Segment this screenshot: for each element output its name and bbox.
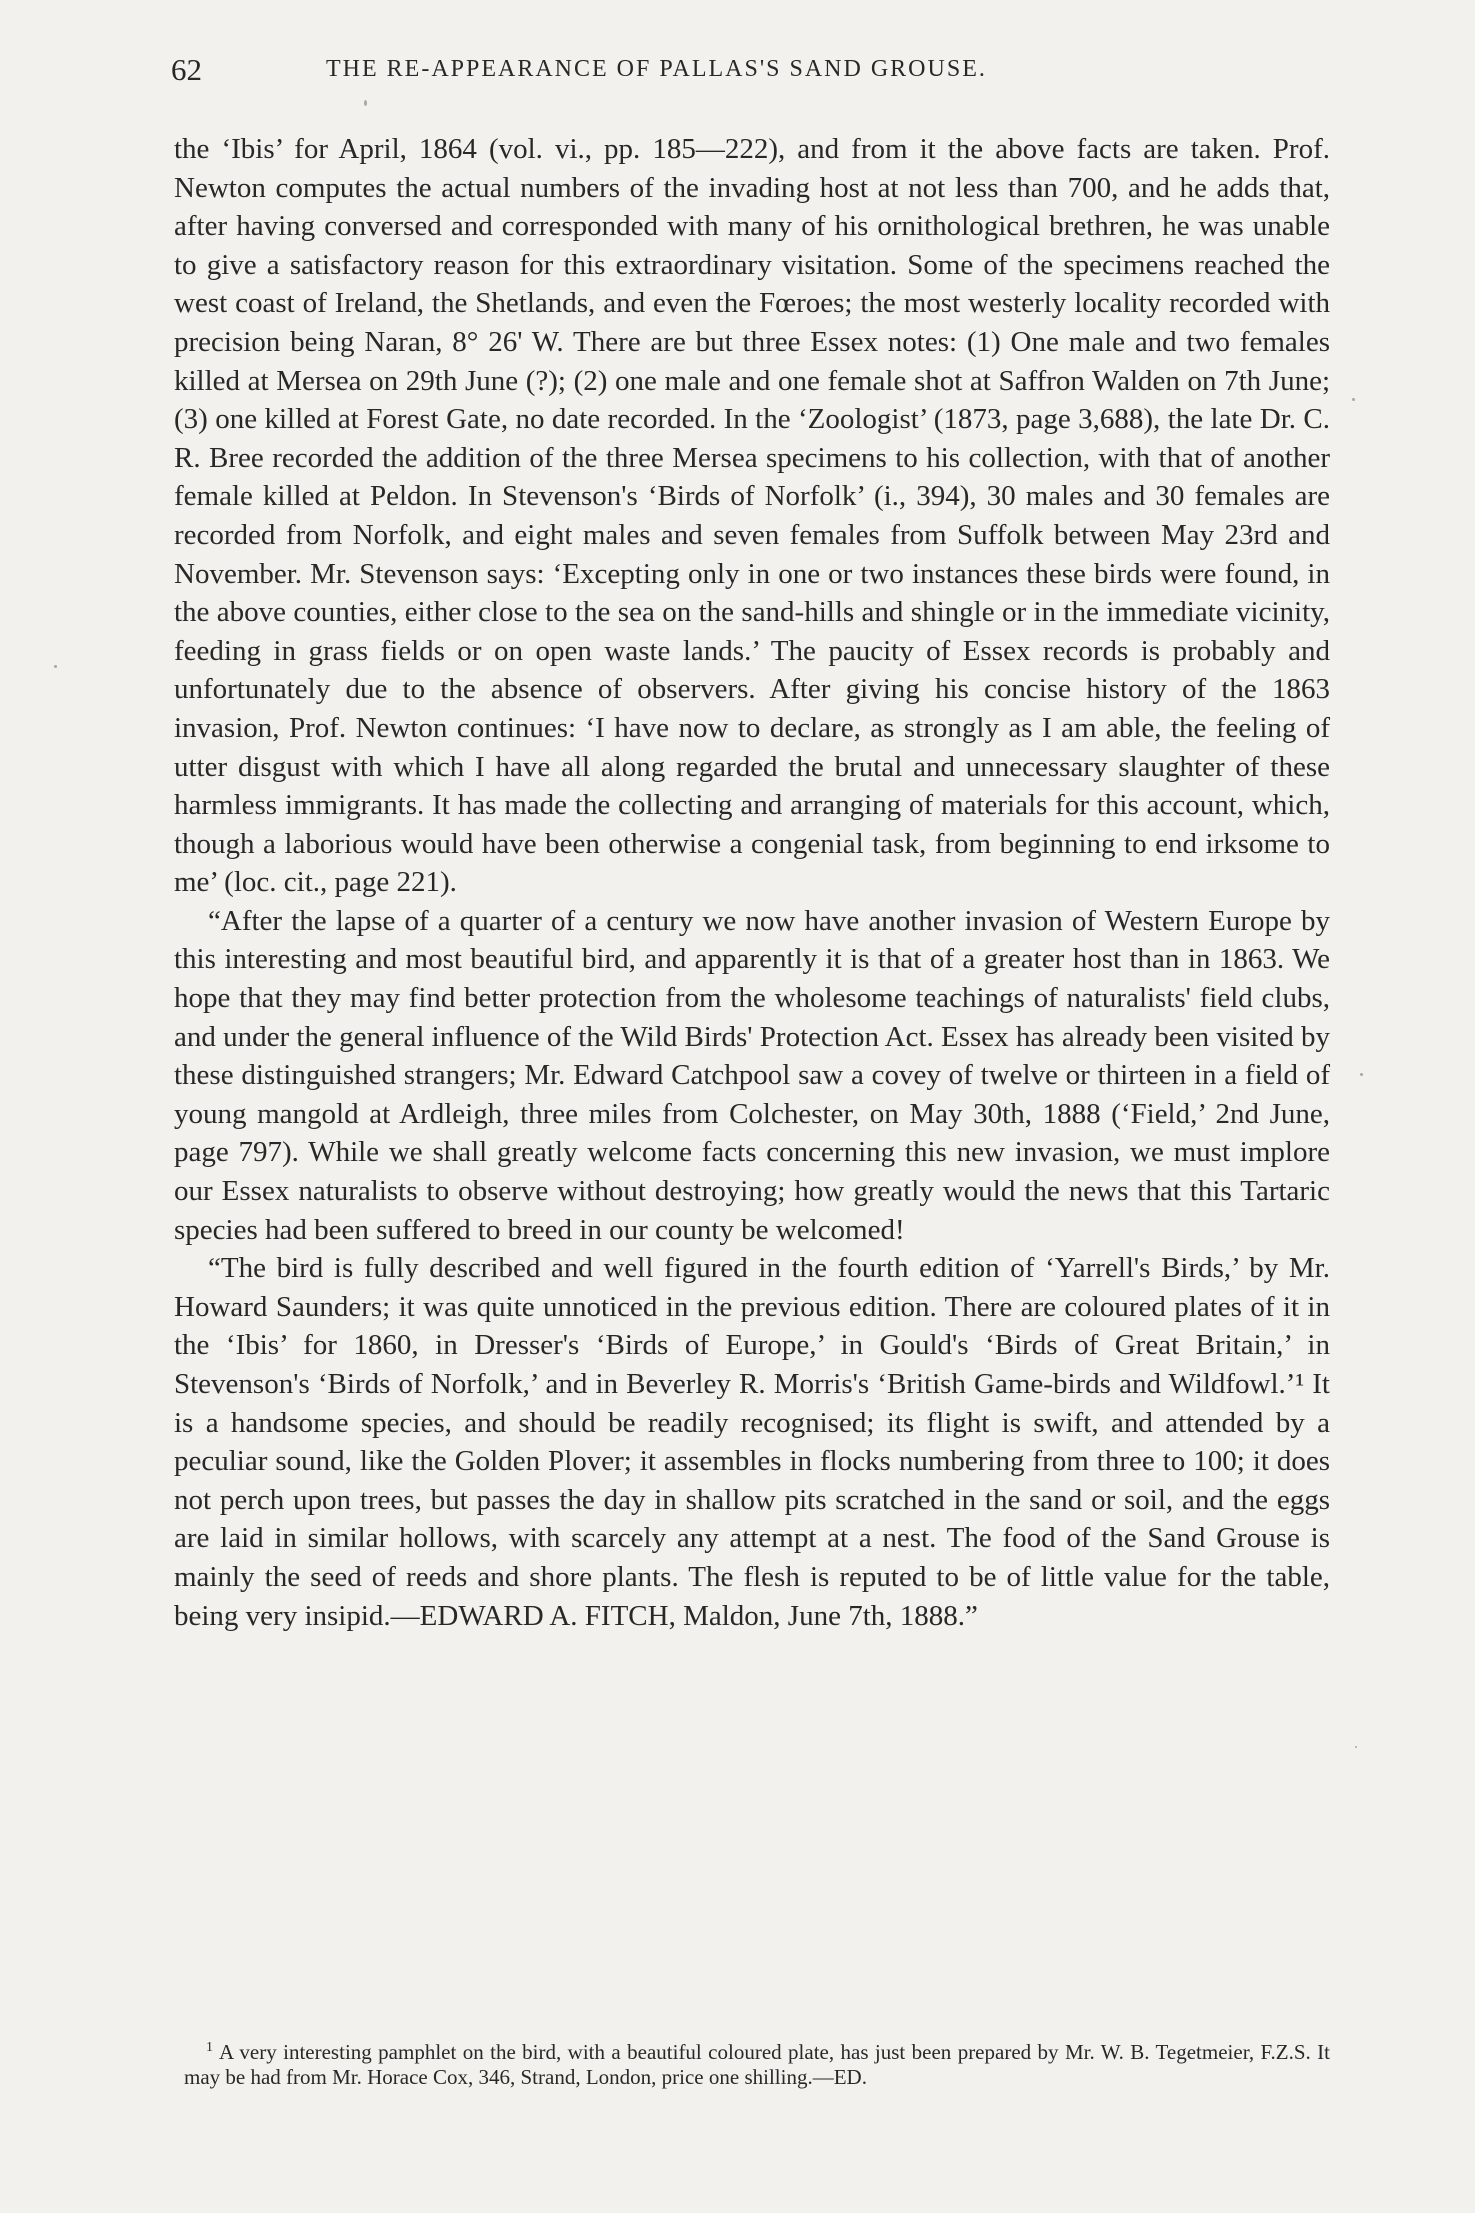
- scan-speck: [1355, 1746, 1357, 1748]
- body-text: [174, 130, 1330, 1635]
- footnote: [184, 2035, 1330, 2090]
- scan-speck: [1352, 398, 1355, 401]
- running-title: THE RE-APPEARANCE OF PALLAS'S SAND GROUSE.: [326, 56, 987, 82]
- paragraph-continuation: the ‘Ibis’ for April, 1864 (vol. vi., pp. 185—222), and from it the above facts are taken. Prof. Newton computes the actual numbers of the invading host at not less than 700, and he adds that, after having conversed and corresponded with many of his ornithological brethren, he was unable to give a satisfactory reason for this extraordinary visitation. Some of the specimens reached the west coast of Ireland, the Shetlands, and even the Fœroes; the most westerly locality recorded with precision being Naran, 8° 26' W. There are but three Essex notes: (1) One male and two females killed at Mersea on 29th June (?); (2) one male and one female shot at Saffron Walden on 7th June; (3) one killed at Forest Gate, no date recorded. In the ‘Zoologist’ (1873, page 3,688), the late Dr. C. R. Bree recorded the addition of the three Mersea specimens to his collection, with that of another female killed at Peldon. In Stevenson's ‘Birds of Norfolk’ (i., 394), 30 males and 30 females are recorded from Norfolk, and eight males and seven females from Suffolk between May 23rd and November. Mr. Stevenson says: ‘Excepting only in one or two instances these birds were found, in the above counties, either close to the sea on the sand-hills and shingle or in the immediate vicinity, feeding in grass fields or on open waste lands.’ The paucity of Essex records is probably and unfortunately due to the absence of observers. After giving his concise history of the 1863 invasion, Prof. Newton continues: ‘I have now to declare, as strongly as I am able, the feeling of utter disgust with which I have all along regarded the brutal and unnecessary slaughter of these harmless immigrants. It has made the collecting and arranging of materials for this account, which, though a laborious would have been otherwise a congenial task, from beginning to end irksome to me’ (loc. cit., page 221).: [174, 133, 1330, 899]
- scan-speck: [1360, 1073, 1363, 1076]
- paragraph-second-invasion: “After the lapse of a quarter of a century we now have another invasion of Western Europe by this interesting and most beautiful bird, and apparently it is that of a greater host than in 1863. We hope that they may find better protection from the wholesome teachings of naturalists' field clubs, and under the general influence of the Wild Birds' Protection Act. Essex has already been visited by these distinguished strangers; Mr. Edward Catchpool saw a covey of twelve or thirteen in a field of young mangold at Ardleigh, three miles from Colchester, on May 30th, 1888 (‘Field,’ 2nd June, page 797). While we shall greatly welcome facts concerning this new invasion, we must implore our Essex naturalists to observe without destroying; how greatly would the news that this Tartaric species had been suffered to breed in our county be welcomed!: [174, 904, 1330, 1246]
- footnote-marker: 1: [206, 2040, 213, 2055]
- running-head: [171, 52, 1336, 100]
- scan-speck: [54, 665, 57, 668]
- footnote-text: A very interesting pamphlet on the bird, with a beautiful coloured plate, has just been prepared by Mr. W. B. Tegetmeier, F.Z.S. It may be had from Mr. Horace Cox, 346, Strand, London, price one shilling.—ED.: [184, 2040, 1330, 2089]
- page-number: 62: [171, 52, 202, 87]
- paragraph-bird-description: “The bird is fully described and well figured in the fourth edition of ‘Yarrell's Birds,’ by Mr. Howard Saunders; it was quite unnoticed in the previous edition. There are coloured plates of it in the ‘Ibis’ for 1860, in Dresser's ‘Birds of Europe,’ in Gould's ‘Birds of Great Britain,’ in Stevenson's ‘Birds of Norfolk,’ and in Beverley R. Morris's ‘British Game-birds and Wildfowl.’¹ It is a handsome species, and should be readily recognised; its flight is swift, and attended by a peculiar sound, like the Golden Plover; it assembles in flocks numbering from three to 100; it does not perch upon trees, but passes the day in shallow pits scratched in the sand or soil, and the eggs are laid in similar hollows, with scarcely any attempt at a nest. The food of the Sand Grouse is mainly the seed of reeds and shore plants. The flesh is reputed to be of little value for the table, being very insipid.—EDWARD A. FITCH, Maldon, June 7th, 1888.”: [174, 1252, 1330, 1632]
- scan-speck: [364, 100, 367, 106]
